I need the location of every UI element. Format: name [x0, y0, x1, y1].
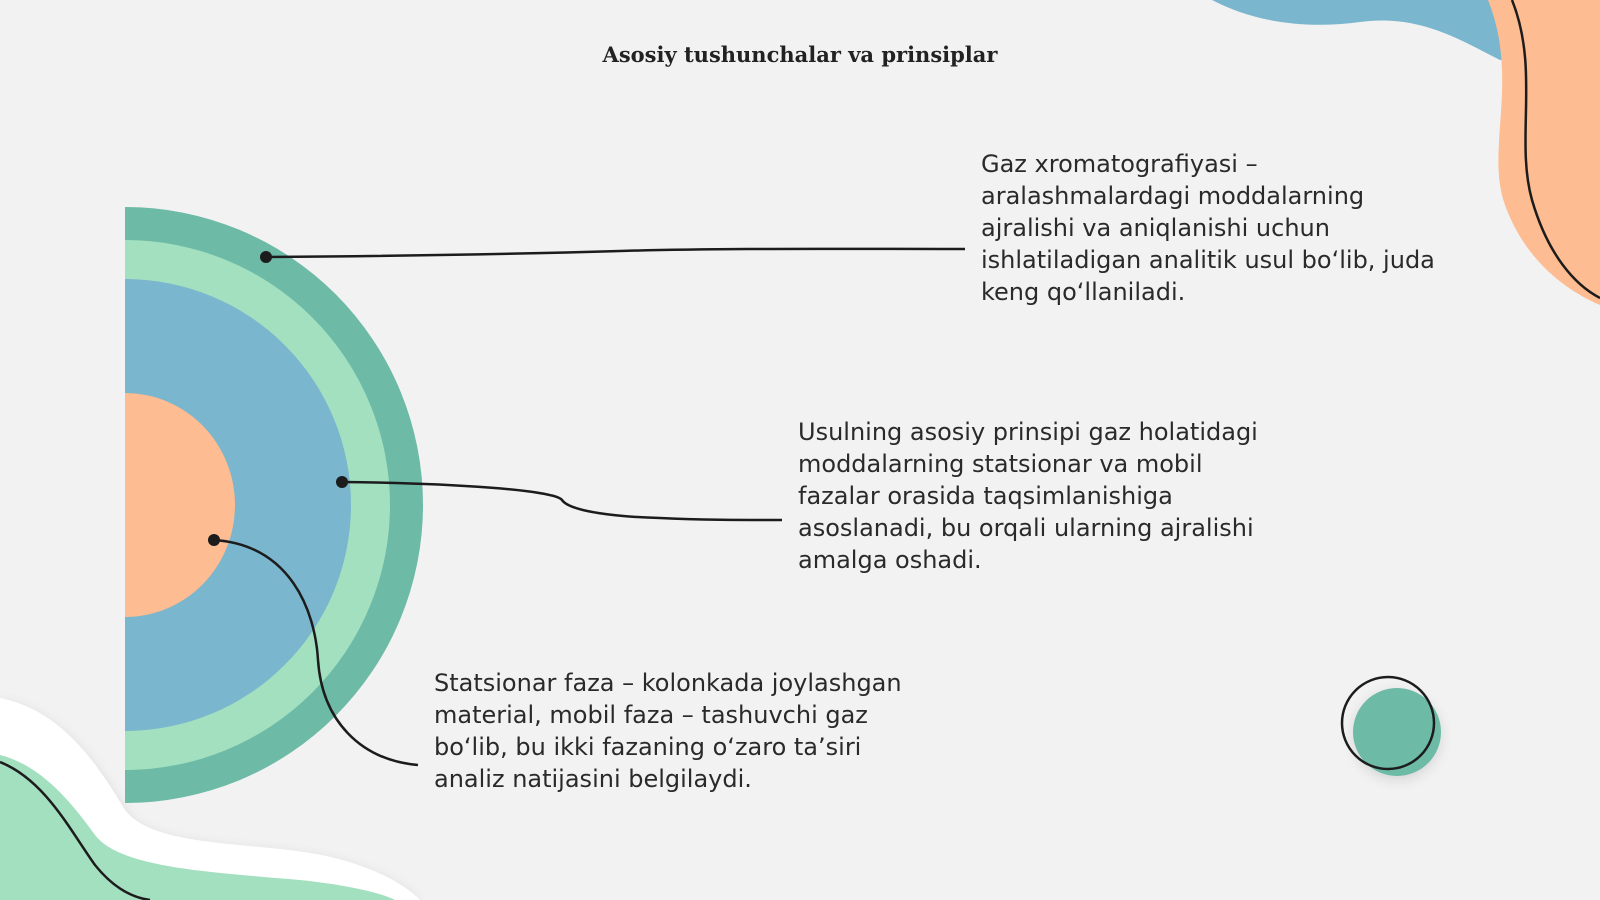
point-text-1: Gaz xromatografiyasi – aralashmalardagi moddalarning ajralishi va aniqlanishi uchun ishlatiladigan analitik usul bo‘lib, juda keng qo‘llaniladi.	[981, 150, 1435, 306]
concentric-rings-graphic	[0, 207, 423, 803]
point-text-3: Statsionar faza – kolonkada joylashgan material, mobil faza – tashuvchi gaz bo‘lib, bu ikki fazaning o‘zaro ta’siri analiz natijasini belgilaydi.	[434, 669, 902, 793]
point-text-2: Usulning asosiy prinsipi gaz holatidagi moddalarning statsionar va mobil fazalar orasida taqsimlanishiga asoslanadi, bu orqali ularning ajralishi amalga oshadi.	[798, 418, 1258, 574]
peach-core	[15, 393, 235, 617]
connector-line-1	[260, 249, 965, 263]
slide-title: Asosiy tushunchalar va prinsiplar	[602, 42, 998, 67]
